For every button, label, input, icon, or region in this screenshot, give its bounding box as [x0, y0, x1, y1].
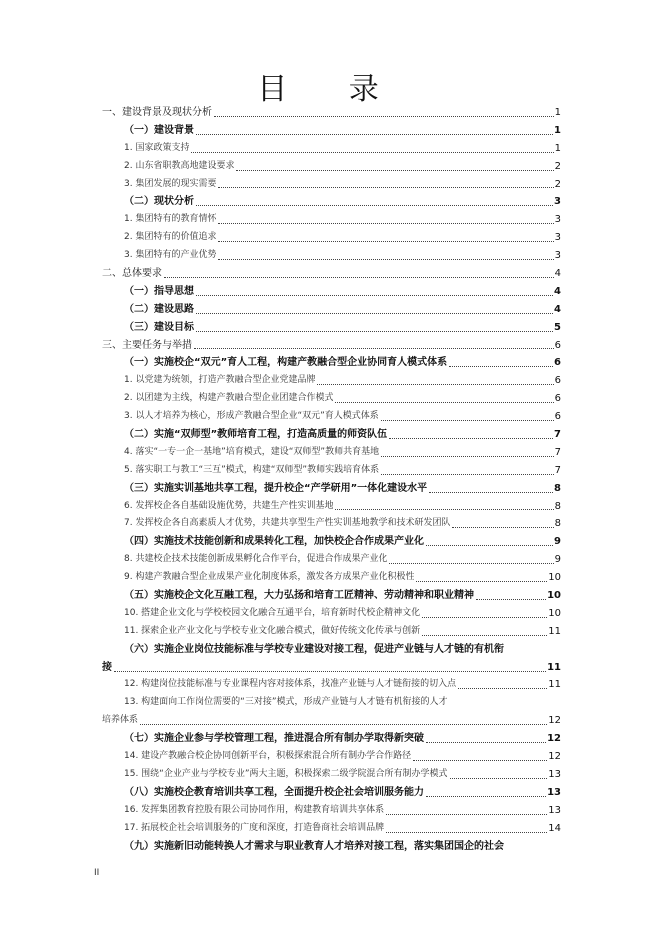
toc-entry-title: 3. 以人才培养为核心，形成产教融合型企业“双元”育人模式体系: [124, 411, 379, 422]
page-title: 目 录: [257, 72, 405, 107]
toc-entry-title: （二）建设思路: [124, 303, 194, 315]
toc-entry-page: 7: [554, 429, 561, 441]
toc-entry-page: 8: [554, 518, 561, 530]
dot-leader: [381, 456, 554, 457]
toc-entry-title: （三）实施实训基地共享工程，提升校企“产学研用”一体化建设水平: [124, 482, 428, 494]
toc-entry-title: 16. 发挥集团教育控股有限公司协同作用，构建教育培训共享体系: [124, 804, 385, 815]
toc-entry[interactable]: [102, 605, 561, 623]
toc-entry-title: 1. 集团特有的教育情怀: [124, 214, 217, 225]
toc-entry-title: 一、建设背景及现状分析: [102, 106, 212, 118]
toc-entry-page: 14: [548, 822, 561, 834]
toc-entry-page: 6: [554, 339, 561, 351]
toc-entry-page: 13: [548, 804, 561, 816]
dot-leader: [413, 760, 547, 761]
toc-entry-title: 7. 发挥校企各自高素质人才优势，共建共享型生产性实训基地教学和技术研发团队: [124, 518, 451, 529]
dot-leader: [196, 134, 553, 135]
toc-entry[interactable]: [102, 820, 561, 838]
toc-entry-title: 1. 国家政策支持: [124, 142, 190, 153]
toc-entry[interactable]: [102, 802, 561, 820]
toc-entry-page: 12: [547, 733, 561, 745]
toc-entry-page: 5: [554, 321, 561, 333]
toc-entry[interactable]: [102, 480, 561, 498]
dot-leader: [476, 599, 546, 600]
toc-entry-page: 1: [554, 124, 561, 136]
toc-entry[interactable]: [102, 712, 561, 730]
toc-entry-title: 10. 搭建企业文化与学校校园文化融合互通平台，培育新时代校企精神文化: [124, 607, 421, 618]
toc-entry[interactable]: [102, 122, 561, 140]
toc-entry-page: 4: [554, 268, 561, 279]
toc-entry-title: 三、主要任务与举措: [102, 339, 192, 351]
dot-leader: [317, 384, 553, 385]
dot-leader: [196, 313, 553, 314]
toc-entry-page: 8: [554, 482, 561, 494]
toc-entry-title-line1[interactable]: （九）实施新旧动能转换人才需求与职业教育人才培养对接工程，落实集团国企的社会: [124, 840, 504, 852]
toc-entry-page: 2: [554, 178, 561, 190]
toc-entry[interactable]: [102, 193, 561, 211]
dot-leader: [140, 724, 547, 725]
toc-entry[interactable]: [102, 229, 561, 247]
toc-entry-page: 10: [548, 572, 561, 584]
toc-entry-title: （三）建设目标: [124, 321, 194, 333]
toc-entry[interactable]: [102, 408, 561, 426]
dot-leader: [196, 295, 553, 296]
toc-entry[interactable]: [102, 211, 561, 229]
dot-leader: [218, 259, 553, 260]
dot-leader: [429, 492, 553, 493]
toc-entry[interactable]: [102, 748, 561, 766]
toc-entry-title: 12. 构建岗位技能标准与专业课程内容对接体系，找准产业链与人才链衔接的切入点: [124, 679, 457, 690]
dot-leader: [381, 420, 554, 421]
toc-entry-page: 9: [554, 554, 561, 566]
dot-leader: [335, 402, 553, 403]
dot-leader: [196, 331, 553, 332]
toc-entry[interactable]: [102, 587, 561, 605]
toc-entry-title-line2: 接: [102, 661, 112, 673]
toc-entry[interactable]: [102, 569, 561, 587]
toc-entry-page: 3: [554, 214, 561, 226]
toc-entry-page: 13: [547, 786, 561, 798]
toc-entry-page: 11: [547, 661, 561, 673]
dot-leader: [452, 527, 553, 528]
toc-entry[interactable]: [102, 623, 561, 641]
toc-entry-title: 11. 探索企业产业文化与学校专业文化融合模式，做好传统文化传承与创新: [124, 625, 421, 636]
dot-leader: [236, 170, 553, 171]
toc-entry[interactable]: [102, 265, 561, 283]
toc-entry-page: 11: [548, 625, 561, 637]
dot-leader: [386, 814, 547, 815]
table-of-contents: [102, 104, 561, 855]
toc-entry[interactable]: [102, 158, 561, 176]
toc-entry-title: 14. 建设产教融合校企协同创新平台，积极探索混合所有制办学合作路径: [124, 751, 412, 762]
toc-entry-title: 2. 山东省职教高地建设要求: [124, 160, 235, 171]
dot-leader: [114, 671, 546, 672]
toc-entry-title: （二）实施“双师型”教师培育工程，打造高质量的师资队伍: [124, 429, 388, 441]
toc-entry[interactable]: [102, 140, 561, 158]
toc-entry-page: 3: [554, 196, 561, 208]
toc-entry[interactable]: [102, 283, 561, 301]
toc-entry-page: 6: [554, 357, 561, 369]
toc-entry-title: 9. 构建产教融合型企业成果产业化制度体系，激发各方成果产业化积极性: [124, 572, 415, 583]
dot-leader: [381, 474, 554, 475]
toc-entry-page: 6: [554, 411, 561, 423]
toc-entry[interactable]: [102, 319, 561, 337]
toc-entry[interactable]: [102, 766, 561, 784]
dot-leader: [426, 742, 546, 743]
dot-leader: [335, 509, 553, 510]
dot-leader: [426, 796, 546, 797]
toc-entry[interactable]: [102, 372, 561, 390]
dot-leader: [386, 832, 547, 833]
toc-entry-title-line1[interactable]: 13. 构建面向工作岗位需要的“三对接”模式，形成产业链与人才链有机衔接的人才: [124, 697, 448, 708]
toc-entry-title: 6. 发挥校企各自基础设施优势，共建生产性实训基地: [124, 500, 334, 511]
dot-leader: [218, 241, 553, 242]
toc-entry-title: 3. 集团发展的现实需要: [124, 178, 217, 189]
toc-entry-title: 4. 落实“一专一企一基地”培育模式，建设“双师型”教师共育基地: [124, 446, 380, 457]
toc-entry-page: 1: [554, 106, 561, 118]
toc-entry[interactable]: [102, 515, 561, 533]
dot-leader: [218, 223, 553, 224]
dot-leader: [458, 688, 547, 689]
toc-entry-page: 12: [548, 715, 561, 727]
toc-entry-page: 12: [548, 751, 561, 763]
dot-leader: [416, 581, 547, 582]
toc-entry[interactable]: [102, 247, 561, 265]
toc-entry-page: 2: [554, 160, 561, 172]
toc-entry-title: （八）实施校企教育培训共享工程，全面提升校企社会培训服务能力: [124, 786, 424, 798]
toc-entry-title: 二、总体要求: [102, 268, 162, 279]
dot-leader: [196, 205, 553, 206]
toc-entry-title: 5. 落实职工与教工“三互”模式，构建“双师型”教师实践培育体系: [124, 464, 380, 475]
dot-leader: [422, 635, 547, 636]
dot-leader: [449, 366, 553, 367]
toc-entry[interactable]: [102, 498, 561, 516]
toc-entry-title-line2: 培养体系: [102, 715, 139, 726]
dot-leader: [389, 563, 553, 564]
dot-leader: [214, 116, 554, 117]
dot-leader: [389, 438, 553, 439]
toc-entry-page: 1: [554, 142, 561, 154]
toc-entry-title: 1. 以党建为统领，打造产教融合型企业党建品牌: [124, 375, 316, 386]
toc-entry[interactable]: [102, 176, 561, 194]
toc-entry-page: 4: [554, 303, 561, 315]
toc-entry-page: 7: [554, 446, 561, 458]
dot-leader: [450, 778, 548, 779]
toc-entry-page: 9: [554, 536, 561, 548]
toc-entry-title: （一）实施校企“双元”育人工程，构建产教融合型企业协同育人模式体系: [124, 357, 448, 369]
toc-entry[interactable]: [102, 730, 561, 748]
dot-leader: [194, 348, 554, 349]
toc-entry-page: 13: [548, 768, 561, 780]
toc-entry-page: 4: [554, 285, 561, 297]
toc-entry-page: 8: [554, 500, 561, 512]
toc-entry-page: 7: [554, 464, 561, 476]
toc-entry[interactable]: [102, 659, 561, 677]
toc-entry-title: （一）建设背景: [124, 124, 194, 136]
toc-entry[interactable]: [102, 426, 561, 444]
toc-entry-title: 8. 共建校企技术技能创新成果孵化合作平台，促进合作成果产业化: [124, 554, 388, 565]
toc-entry[interactable]: [102, 354, 561, 372]
toc-entry[interactable]: [102, 462, 561, 480]
toc-entry[interactable]: [102, 533, 561, 551]
toc-entry-title: （四）实施技术技能创新和成果转化工程，加快校企合作成果产业化: [124, 536, 424, 548]
toc-entry-title: 15. 围绕“企业产业与学校专业”两大主题，积极探索二级学院混合所有制办学模式: [124, 768, 448, 779]
dot-leader: [422, 617, 547, 618]
toc-entry-page: 11: [548, 679, 561, 691]
toc-entry-page: 3: [554, 250, 561, 262]
toc-entry-page: 6: [554, 393, 561, 405]
toc-entry-title-line1[interactable]: （六）实施企业岗位技能标准与学校专业建设对接工程，促进产业链与人才链的有机衔: [124, 643, 504, 655]
toc-entry-page: 10: [548, 607, 561, 619]
toc-entry[interactable]: [102, 444, 561, 462]
dot-leader: [164, 277, 554, 278]
toc-entry-title: （五）实施校企文化互融工程，大力弘扬和培育工匠精神、劳动精神和职业精神: [124, 590, 474, 602]
toc-entry[interactable]: [102, 551, 561, 569]
toc-entry-title: 17. 拓展校企社会培训服务的广度和深度，打造鲁商社会培训品牌: [124, 822, 385, 833]
toc-entry-page: 6: [554, 375, 561, 387]
dot-leader: [426, 545, 553, 546]
toc-entry[interactable]: [102, 677, 561, 695]
toc-entry-title: （二）现状分析: [124, 196, 194, 208]
toc-entry-title: （七）实施企业参与学校管理工程，推进混合所有制办学取得新突破: [124, 733, 424, 745]
dot-leader: [218, 187, 553, 188]
toc-entry[interactable]: [102, 301, 561, 319]
toc-entry-page: 3: [554, 232, 561, 244]
page-footer-number: II: [94, 868, 100, 878]
toc-entry-title: 2. 集团特有的价值追求: [124, 232, 217, 243]
toc-entry[interactable]: [102, 784, 561, 802]
dot-leader: [191, 152, 553, 153]
toc-entry[interactable]: [102, 390, 561, 408]
toc-entry[interactable]: [102, 104, 561, 122]
toc-entry-page: 10: [547, 590, 561, 602]
toc-entry-title: 2. 以团建为主线，构建产教融合型企业团建合作模式: [124, 393, 334, 404]
toc-entry[interactable]: [102, 337, 561, 355]
toc-entry-title: （一）指导思想: [124, 285, 194, 297]
toc-entry-title: 3. 集团特有的产业优势: [124, 250, 217, 261]
